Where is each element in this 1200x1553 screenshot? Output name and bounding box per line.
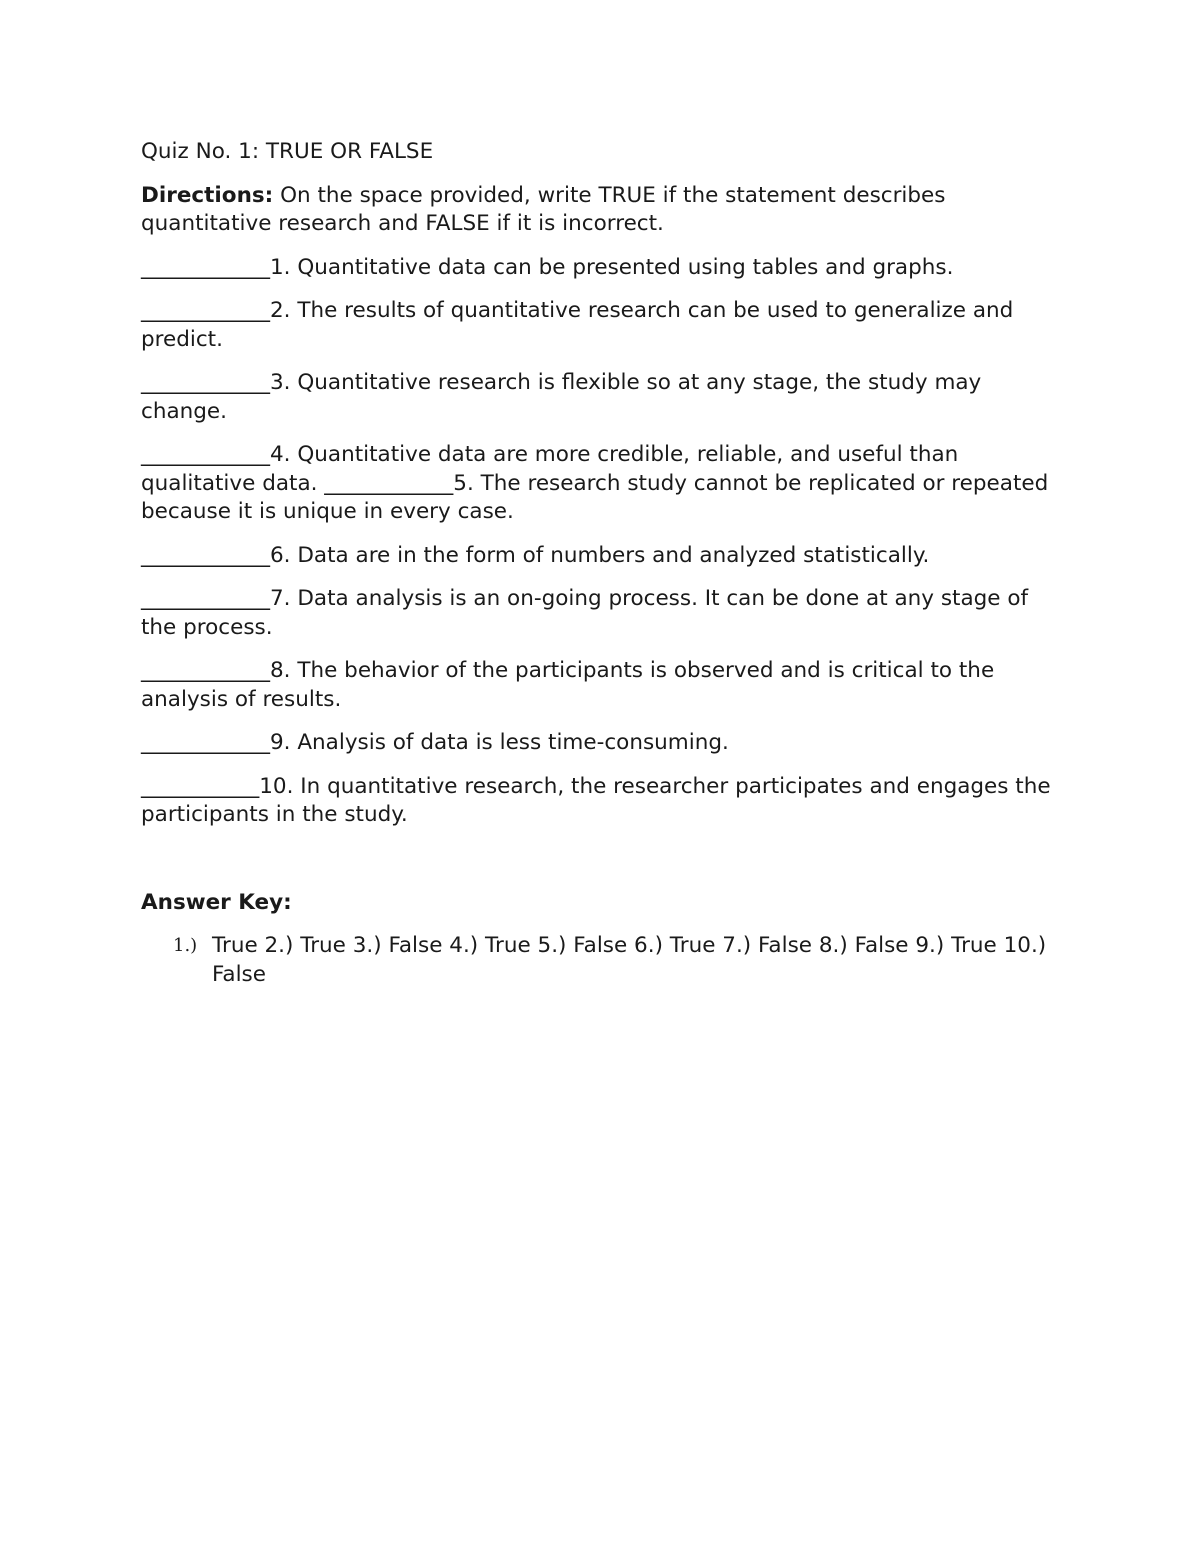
question-item-2 (141, 297, 1066, 354)
question-text-3: 3. Quantitative research is flexible so at any stage, the study may change. (141, 370, 982, 424)
answer-blank-8: ____________ (141, 658, 270, 683)
answer-blank-5: ____________ (324, 470, 454, 496)
question-item-10 (141, 773, 1066, 830)
directions-text: On the space provided, write TRUE if the statement describes quantitative research and FALSE if it is incorrect. (141, 182, 946, 236)
answer-blank-3: ____________ (141, 370, 270, 395)
document-page (141, 138, 1066, 989)
question-text-10: 10. In quantitative research, the researcher participates and engages the participants in the study. (141, 773, 1051, 827)
question-item-9 (141, 729, 1066, 758)
quiz-title: Quiz No. 1: TRUE OR FALSE (141, 139, 434, 164)
question-item-7 (141, 585, 1066, 642)
question-text-2: 2. The results of quantitative research can be used to generalize and predict. (141, 298, 1014, 352)
answer-key-heading: Answer Key: (141, 889, 292, 915)
question-text-5: 5. The research study cannot be replicated or repeated because it is unique in every case. (141, 470, 1049, 524)
question-item-3 (141, 369, 1066, 426)
answer-key-marker: 1.) (173, 935, 198, 956)
question-item-6 (141, 542, 1066, 571)
question-text-4: 4. Quantitative data are more credible, reliable, and useful than qualitative data. (141, 442, 959, 496)
answer-blank-1: ____________ (141, 254, 270, 280)
question-item-4-5 (141, 441, 1066, 527)
answer-blank-9: ____________ (141, 730, 270, 755)
question-text-8: 8. The behavior of the participants is observed and is critical to the analysis of results. (141, 658, 995, 712)
answer-blank-6: ____________ (141, 542, 270, 568)
answer-blank-7: ____________ (141, 586, 270, 611)
question-item-1 (141, 254, 1066, 283)
question-text-1: 1. Quantitative data can be presented using tables and graphs. (270, 254, 954, 280)
directions (141, 182, 1066, 239)
answer-key-text: True 2.) True 3.) False 4.) True 5.) False 6.) True 7.) False 8.) False 9.) True 10.) False (212, 933, 1047, 987)
answer-blank-4: ____________ (141, 442, 270, 467)
question-text-9: 9. Analysis of data is less time-consuming. (270, 730, 729, 755)
answer-key-list (141, 932, 1066, 989)
directions-label: Directions: (141, 182, 274, 208)
answer-blank-2: ____________ (141, 298, 270, 323)
answer-blank-10: ___________ (141, 773, 260, 799)
question-text-7: 7. Data analysis is an on-going process. It can be done at any stage of the process. (141, 586, 1029, 640)
question-text-6: 6. Data are in the form of numbers and analyzed statistically. (270, 542, 930, 568)
question-item-8 (141, 657, 1066, 714)
